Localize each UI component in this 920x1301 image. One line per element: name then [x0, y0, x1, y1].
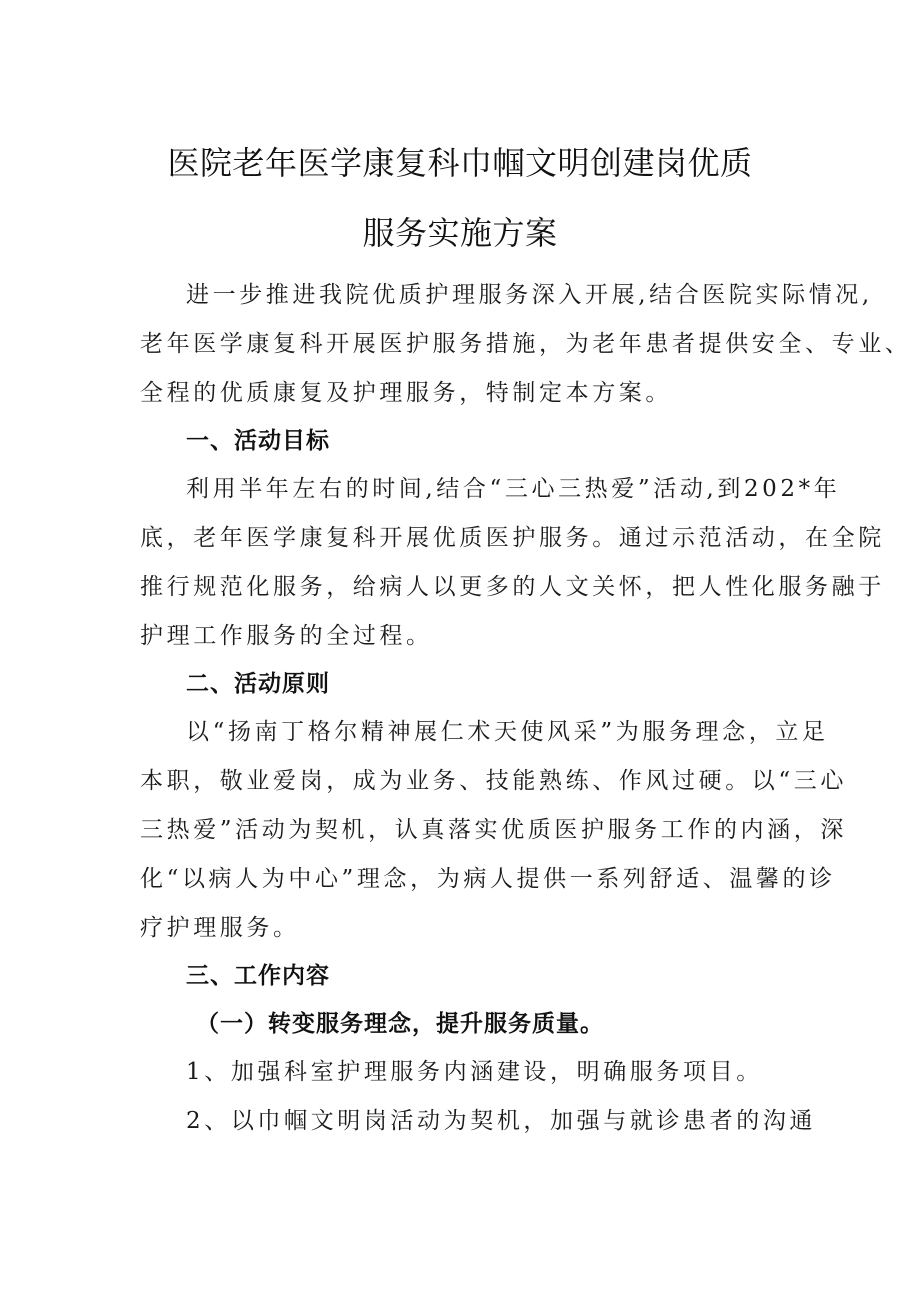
- section-2-line-1: 以“扬南丁格尔精神展仁术天使风采”为服务理念，立足: [186, 719, 829, 745]
- section-3-item-1: 1、加强科室护理服务内涵建设，明确服务项目。: [186, 1059, 763, 1085]
- section-3-subheading: （一）转变服务理念，提升服务质量。: [196, 1011, 604, 1037]
- section-3-heading: 三、工作内容: [186, 963, 330, 989]
- section-2-line-3: 三热爱”活动为契机，认真落实优质医护服务工作的内涵，深: [140, 817, 847, 843]
- section-2-line-2: 本职，敬业爱岗，成为业务、技能熟练、作风过硬。以“三心: [140, 768, 847, 794]
- document-title-line-2: 服务实施方案: [362, 214, 558, 252]
- section-1-line-4: 护理工作服务的全过程。: [140, 623, 433, 649]
- intro-line-3: 全程的优质康复及护理服务，特制定本方案。: [140, 380, 672, 406]
- section-2-line-4: 化“以病人为中心”理念，为病人提供一系列舒适、温馨的诊: [140, 866, 836, 892]
- section-1-line-3: 推行规范化服务，给病人以更多的人文关怀，把人性化服务融于: [140, 574, 885, 600]
- section-1-line-2: 底，老年医学康复科开展优质医护服务。通过示范活动，在全院: [140, 525, 885, 551]
- document-title-line-1: 医院老年医学康复科巾帼文明创建岗优质: [167, 144, 753, 182]
- section-2-heading: 二、活动原则: [186, 671, 330, 697]
- intro-line-2: 老年医学康复科开展医护服务措施，为老年患者提供安全、专业、: [140, 331, 912, 357]
- section-1-heading: 一、活动目标: [186, 428, 330, 454]
- section-1-line-1: 利用半年左右的时间,结合“三心三热爱”活动,到202*年: [186, 476, 841, 502]
- section-2-line-5: 疗护理服务。: [140, 915, 300, 941]
- intro-line-1: 进一步推进我院优质护理服务深入开展,结合医院实际情况,: [186, 282, 873, 308]
- section-3-item-2: 2、以巾帼文明岗活动为契机，加强与就诊患者的沟通: [186, 1108, 817, 1134]
